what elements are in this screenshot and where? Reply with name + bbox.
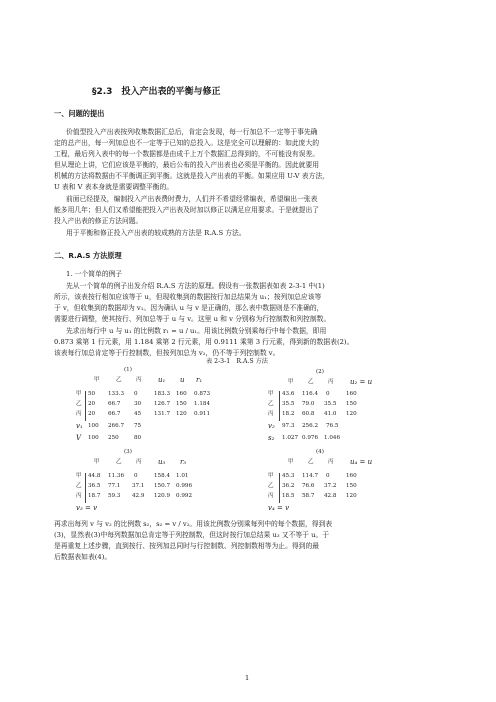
table-4-row-label: 甲 (268, 473, 274, 479)
table-1-v1-label: v₁ (76, 422, 83, 430)
paragraph-2-line-1: 前面已经提及，编制投入产出表费时费力，人们并不希望经常编表，希望编出一张表 (66, 195, 318, 203)
table-2-v2-value: 256.2 (302, 423, 319, 429)
paragraph-5-line-1: 先求出每行中 u 与 u₁ 的比例数 r₁ = u / u₁。用该比例数分别乘每行中每个数据，即用 (66, 327, 327, 335)
table-1-v-value: 250 (108, 435, 119, 441)
table-3-header-r3: r₃ (180, 458, 187, 466)
table-3-cell: 77.1 (108, 483, 121, 489)
table-1-cell: 30 (134, 401, 142, 407)
table-4-header-col-2: 乙 (308, 459, 314, 465)
paragraph-6-line-4: 后数据表如表(4)。 (54, 553, 112, 561)
table-3-cell: 158.4 (154, 473, 171, 479)
table-1-v1-value: 75 (134, 423, 142, 429)
table-3-header-u3: u₃ (158, 458, 166, 466)
table-4-divider (279, 473, 280, 503)
table-2-cell: 60.8 (302, 411, 315, 417)
table-2-cell: 0 (326, 391, 330, 397)
table-2-divider (279, 391, 280, 421)
table-1-cell: 66.7 (108, 401, 121, 407)
table-3-cell: 0 (134, 473, 138, 479)
table-1-row-label: 乙 (76, 401, 82, 407)
table-3-v3-equals-v: v₃ = v (76, 504, 98, 512)
table-2-cell: 41.0 (324, 411, 337, 417)
table-3-row-label: 乙 (76, 483, 82, 489)
table-1-v1-value: 100 (88, 423, 99, 429)
table-3-cell: 18.7 (88, 493, 101, 499)
paragraph-6-line-2: (3)，显然表(3)中每列数据加总肯定等于列控制数，但这时按行加总结果 u₃ 又不等于 u。于 (54, 531, 330, 539)
table-4-header-col-1: 甲 (288, 459, 294, 465)
table-1-cell: 66.7 (108, 411, 121, 417)
table-2-label: (2) (316, 369, 324, 375)
table-2-v2-label: v₂ (268, 422, 275, 430)
table-2-cell: 150 (346, 401, 357, 407)
paragraph-4-line-3: 于 v，但收集到的数据却为 v₁。因为确认 u 与 v 是正确的，那么表中数据则是不准确的， (54, 304, 324, 312)
paragraph-2-line-2: 能多用几年；但人们又希望能把投入产出表及时加以修正以满足应用要求。于是就提出了 (54, 206, 320, 214)
table-2-header-col-1: 甲 (288, 379, 294, 385)
table-2-cell: 116.4 (302, 391, 319, 397)
table-3-header-col-2: 乙 (116, 459, 122, 465)
subheading-example: 1. 一个简单的例子 (66, 270, 123, 278)
table-2-v2-value: 97.3 (282, 423, 295, 429)
table-1-v-value: 100 (88, 435, 99, 441)
table-1-cell: 133.3 (108, 391, 125, 397)
paragraph-1-line-5: 机械的方法将数据由不平衡调正到平衡。这就是投入产出表的平衡。如果应用 U-V 表方法， (54, 172, 329, 180)
table-1-cell: 150 (176, 401, 187, 407)
table-3-cell: 120.9 (154, 493, 171, 499)
table-1-header-u: u (180, 376, 185, 384)
table-4-cell: 120 (346, 493, 357, 499)
section-title: §2.3 投入产出表的平衡与修正 (92, 87, 221, 97)
table-2-row-label: 丙 (268, 411, 274, 417)
table-1-v1-value: 266.7 (108, 423, 125, 429)
table-2-cell: 120 (346, 411, 357, 417)
table-1-cell: 20 (88, 411, 96, 417)
table-4-cell: 76.6 (302, 483, 315, 489)
table-1-cell: 50 (88, 391, 96, 397)
table-3-cell: 0.996 (176, 483, 193, 489)
table-4-cell: 37.2 (324, 483, 337, 489)
heading-ras-principle: 二、R.A.S 方法原理 (54, 251, 122, 260)
table-1-header-u1: u₁ (158, 376, 166, 384)
table-3-cell: 0.992 (176, 493, 193, 499)
table-2-row-label: 乙 (268, 401, 274, 407)
table-1-cell: 0 (134, 391, 138, 397)
table-3-header-col-3: 丙 (136, 459, 142, 465)
table-1-row-label: 丙 (76, 411, 82, 417)
table-4-cell: 18.5 (282, 493, 295, 499)
table-1-cell: 126.7 (154, 401, 171, 407)
table-2-s2-value: 0.976 (302, 435, 319, 441)
table-2-cell: 18.2 (282, 411, 295, 417)
paragraph-4-line-2: 所示，该表按行相加应该等于 u，但现收集到的数据按行加总结果为 u₁；按列加总应该等 (54, 293, 322, 301)
heading-problem: 一、问题的提出 (54, 109, 105, 118)
table-3-cell: 42.9 (132, 493, 145, 499)
table-1-divider (85, 391, 86, 421)
table-4-cell: 150 (346, 483, 357, 489)
table-3-cell: 11.36 (108, 473, 125, 479)
table-2-v2-value: 76.5 (326, 423, 339, 429)
table-1-cell: 160 (176, 391, 187, 397)
table-4-row-label: 丙 (268, 493, 274, 499)
table-3-divider (85, 473, 86, 503)
table-4-cell: 42.8 (324, 493, 337, 499)
table-4-row-label: 乙 (268, 483, 274, 489)
paragraph-1-line-6: U 表和 V 表本身就是需要调整平衡的。 (54, 183, 174, 191)
table-1-cell: 0.911 (194, 411, 211, 417)
paragraph-1-line-1: 价值型投入产出表按列收集数据汇总后，肯定会发现，每一行加总不一定等于事先确 (66, 128, 318, 136)
table-4-cell: 160 (346, 473, 357, 479)
table-3-header-col-1: 甲 (94, 459, 100, 465)
table-2-cell: 79.0 (302, 401, 315, 407)
paragraph-6-line-1: 再求出每列 v 与 v₂ 的比例数 s₂，s₂ = v / v₂。用该比例数分别乘每列中的每个数据，得到表 (54, 520, 333, 528)
paragraph-2-line-3: 投入产出表的修正方法问题。 (54, 217, 143, 225)
paragraph-5-line-3: 该表每行加总肯定等于行控制数，但按列加总为 v₂，仍不等于列控制数 v。 (54, 349, 280, 357)
paragraph-1-line-3: 工程，最后列入表中的每一个数据都是由成千上万个数据汇总得到的，不可能没有误差。 (54, 150, 320, 158)
table-2-header-u2: u₂ = u (350, 378, 373, 386)
table-caption: 表 2-3-1 R.A.S 方法 (206, 358, 268, 365)
table-4-cell: 114.7 (302, 473, 319, 479)
table-1-header-col-3: 丙 (136, 377, 142, 383)
table-2-row-label: 甲 (268, 391, 274, 397)
table-1-cell: 131.7 (154, 411, 171, 417)
paragraph-4-line-4: 需要进行调整，使其按行、列加总等于 u 与 v。这里 u 和 v 分别称为行控制数和列控制数。 (54, 315, 331, 323)
paragraph-1-line-2: 定的总产出，每一列加总也不一定等于已知的总投入。这是完全可以理解的：如此庞大的 (54, 139, 320, 147)
table-1-header-col-2: 乙 (116, 377, 122, 383)
table-2-header-col-3: 丙 (328, 379, 334, 385)
table-3-row-label: 丙 (76, 493, 82, 499)
table-2-cell: 35.5 (324, 401, 337, 407)
table-2-s2-value: 1.027 (282, 435, 299, 441)
page-number: 1 (245, 674, 250, 682)
paragraph-4-line-1: 先从一个简单的例子出发介绍 R.A.S 方法的原理。假设有一张数据表如表 2-3-1 中(1) (66, 282, 325, 290)
table-1-cell: 45 (134, 411, 142, 417)
table-1-v-value: 80 (134, 435, 142, 441)
table-1-cell: 20 (88, 401, 96, 407)
table-2-header-col-2: 乙 (308, 379, 314, 385)
table-1-header-col-1: 甲 (94, 377, 100, 383)
table-1-cell: 1.184 (194, 401, 211, 407)
table-1-cell: 0.873 (194, 391, 211, 397)
table-3-row-label: 甲 (76, 473, 82, 479)
table-4-label: (4) (316, 449, 324, 455)
table-3-cell: 36.5 (88, 483, 101, 489)
table-1-row-label: 甲 (76, 391, 82, 397)
paragraph-6-line-3: 是再重复上述步骤，直到按行、按列加总同时与行控制数、列控制数相等为止。得到的最 (54, 542, 320, 550)
table-1-cell: 183.3 (154, 391, 171, 397)
table-2-s2-value: 1.046 (324, 435, 341, 441)
table-3-cell: 44.8 (88, 473, 101, 479)
table-4-v4-equals-v: v₄ = v (268, 504, 290, 512)
table-2-cell: 160 (346, 391, 357, 397)
table-4-cell: 36.2 (282, 483, 295, 489)
table-3-cell: 150.7 (154, 483, 171, 489)
paragraph-3: 用于平衡和修正投入产出表的较成熟的方法是 R.A.S 方法。 (66, 229, 246, 237)
table-1-label: (1) (124, 367, 132, 373)
table-4-cell: 0 (326, 473, 330, 479)
table-4-header-u4: u₄ = u (350, 458, 373, 466)
table-1-v-label: V (76, 434, 82, 442)
table-1-header-r1: r₁ (196, 376, 203, 384)
table-4-cell: 58.7 (302, 493, 315, 499)
paragraph-1-line-4: 但从理论上讲，它们应该是平衡的，最后公布的投入产出表也必须是平衡的。因此就要用 (54, 161, 320, 169)
table-2-s2-label: s₂ (268, 434, 275, 442)
paragraph-5-line-2: 0.873 乘第 1 行元素，用 1.184 乘第 2 行元素，用 0.9111 乘第 3 行元素，得到新的数据表(2)。 (54, 338, 354, 346)
table-1-cell: 120 (176, 411, 187, 417)
table-2-cell: 43.6 (282, 391, 295, 397)
table-3-cell: 1.01 (176, 473, 189, 479)
table-3-cell: 59.3 (108, 493, 121, 499)
table-4-cell: 45.3 (282, 473, 295, 479)
table-3-label: (3) (124, 449, 132, 455)
table-2-cell: 35.5 (282, 401, 295, 407)
table-4-header-col-3: 丙 (328, 459, 334, 465)
table-3-cell: 37.1 (132, 483, 145, 489)
